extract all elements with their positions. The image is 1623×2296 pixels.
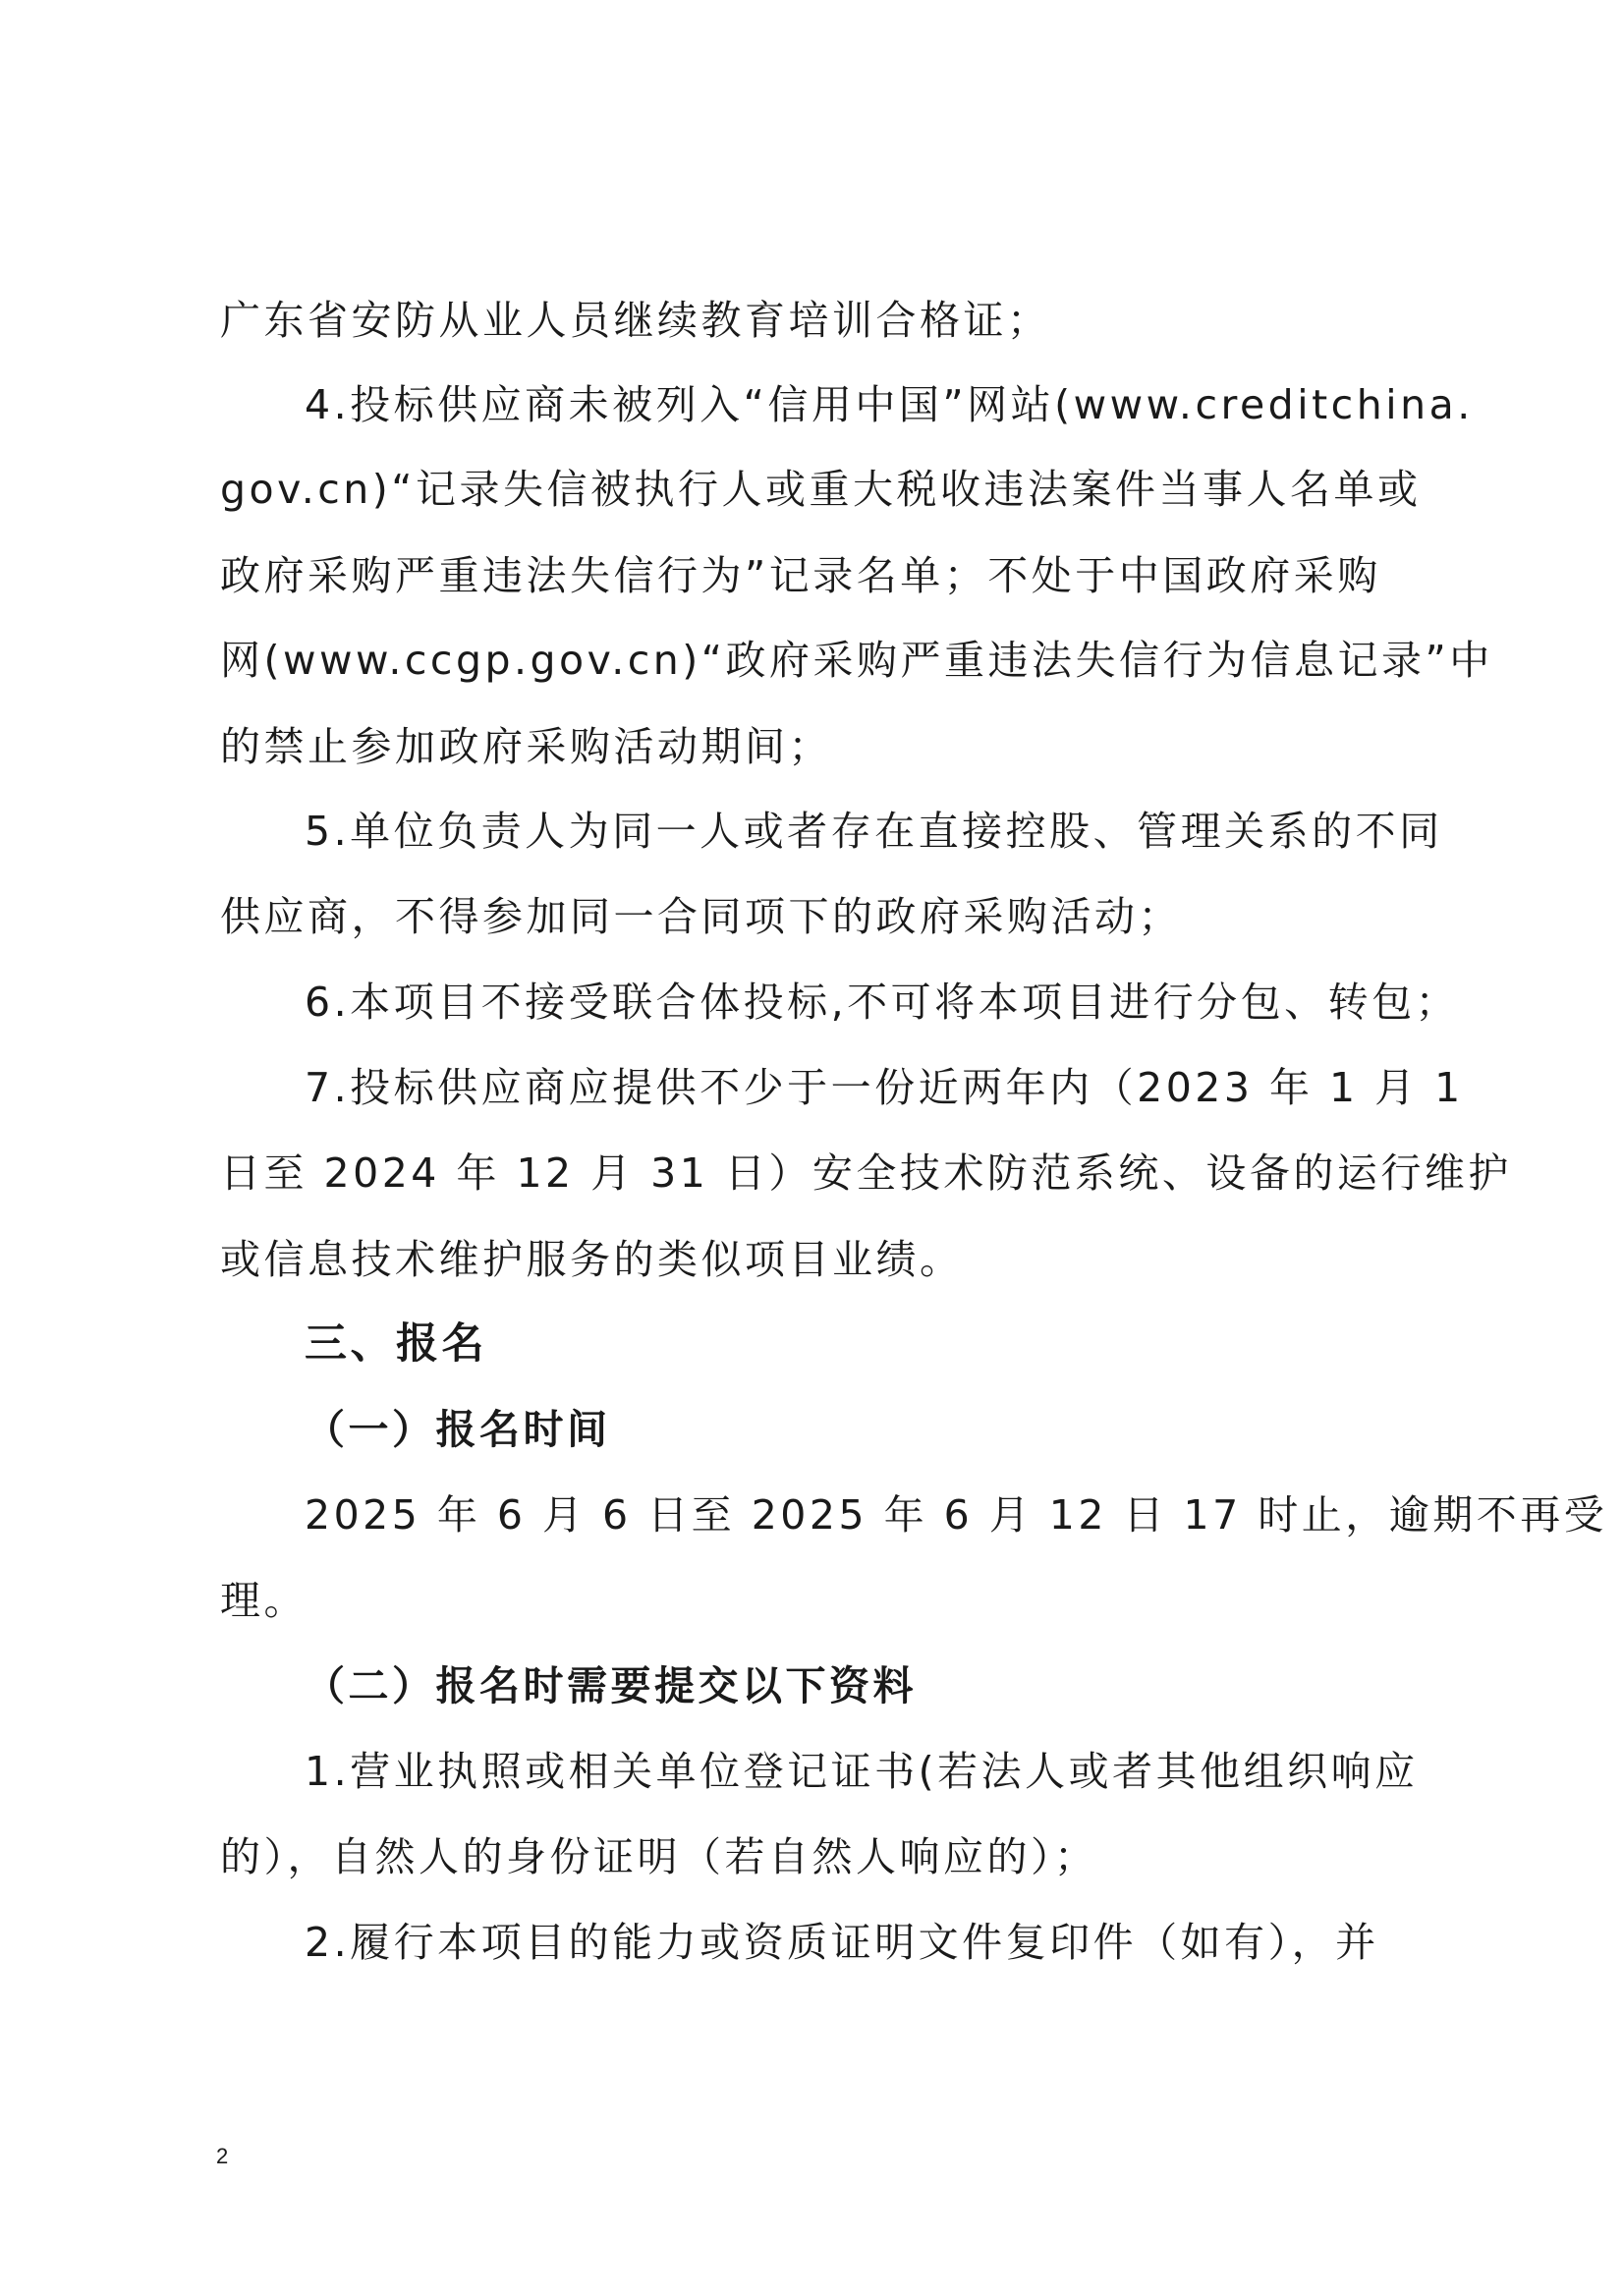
paragraph-line: 5.单位负责人为同一人或者存在直接控股、管理关系的不同 — [305, 808, 1443, 855]
paragraph-line: 4.投标供应商未被列入“信用中国”网站(www.creditchina. — [305, 381, 1474, 428]
paragraph-line: 网(www.ccgp.gov.cn)“政府采购严重违法失信行为信息记录”中 — [220, 637, 1493, 684]
paragraph-line: 的），自然人的身份证明（若自然人响应的）； — [220, 1833, 1098, 1880]
page-number: 2 — [216, 2144, 229, 2168]
paragraph-line: 或信息技术维护服务的类似项目业绩。 — [220, 1236, 964, 1283]
subsection-heading: （一）报名时间 — [305, 1406, 611, 1453]
paragraph-line: 6.本项目不接受联合体投标,不可将本项目进行分包、转包； — [305, 979, 1460, 1026]
subsection-heading: （二）报名时需要提交以下资料 — [305, 1662, 917, 1709]
paragraph-line: 2.履行本项目的能力或资质证明文件复印件（如有），并 — [305, 1919, 1379, 1966]
paragraph-line: 广东省安防从业人员继续教育培训合格证； — [220, 297, 1051, 344]
paragraph-line: 的禁止参加政府采购活动期间； — [220, 723, 832, 770]
paragraph-line: 1.营业执照或相关单位登记证书(若法人或者其他组织响应 — [305, 1748, 1419, 1795]
paragraph-line: 日至 2024 年 12 月 31 日）安全技术防范系统、设备的运行维护 — [220, 1149, 1512, 1197]
paragraph-line: 7.投标供应商应提供不少于一份近两年内（2023 年 1 月 1 — [305, 1064, 1464, 1111]
paragraph-line: 2025 年 6 月 6 日至 2025 年 6 月 12 日 17 时止，逾期不再受 — [305, 1491, 1608, 1539]
paragraph-line: 理。 — [220, 1577, 308, 1624]
paragraph-line: 政府采购严重违法失信行为”记录名单；不处于中国政府采购 — [220, 552, 1381, 599]
paragraph-line: 供应商，不得参加同一合同项下的政府采购活动； — [220, 893, 1182, 940]
paragraph-line: gov.cn)“记录失信被执行人或重大税收违法案件当事人名单或 — [220, 466, 1422, 513]
section-heading: 三、报名 — [305, 1319, 487, 1369]
